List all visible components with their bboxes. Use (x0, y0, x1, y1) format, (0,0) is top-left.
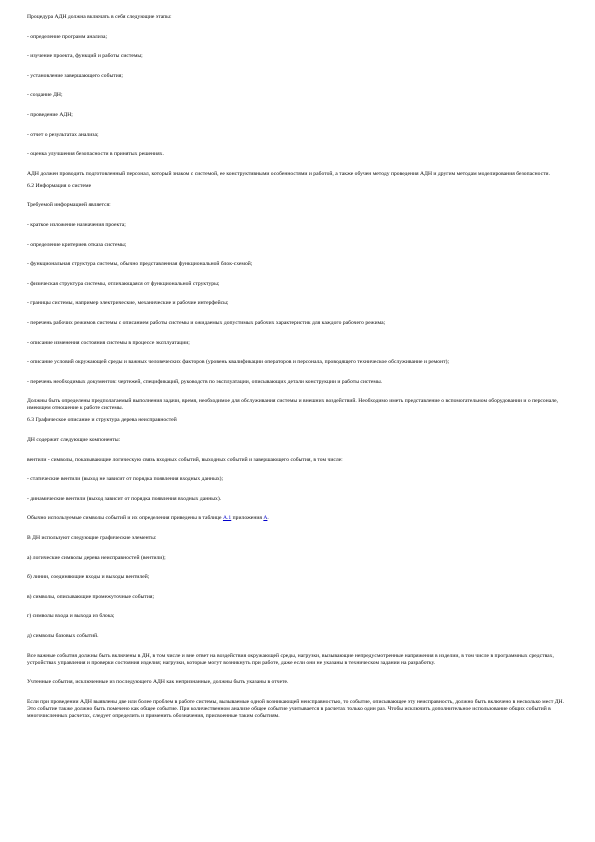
section-heading-6-2: 6.2 Информация о системе (27, 182, 92, 189)
document-page (27, 14, 567, 721)
list-item: а) логические символы дерева неисправностей (вентили); (27, 554, 166, 561)
system-info-list (27, 222, 567, 386)
excluded-events-paragraph: Учтенные события, исключенные из последующего АДН как непризнанные, должны быть указаны в отчете. (27, 679, 289, 686)
list-item: - динамические вентили (выход зависит от порядка появления входных данных). (27, 495, 222, 502)
symbols-reference-text: Обычно используемые символы событий и их определения приведены в таблице (27, 515, 223, 522)
procedure-steps-list (27, 34, 567, 159)
common-events-paragraph: Если при проведении АДН выявлены две или более проблем в работе системы, вызываемые одной возникающей неисправностью, то событие, описывающее эту неисправность, должно быть включено в несколько мест ДН. Это событие также должно быть помечено как общее событие. При количественном анализе общее событие учитывается в расчетах только один раз. Чтобы исключить дополнительное использование общих событий в многочисленных расчетах, следует определить и применить обозначения, присвоенные таким событиям. (27, 699, 565, 720)
list-item: - физическая структура системы, отличающаяся от функциональной структуры; (27, 280, 220, 287)
list-item: - функциональная структура системы, обычно представленная функциональной блок-схемой; (27, 261, 253, 268)
staff-paragraph: АДН должен проводить подготовленный персонал, который знаком с системой, ее конструктивными особенностями и работой, а также обучен методу проведения АДН и другим методам моделирования безопасности. (27, 170, 550, 177)
list-item: в) символы, описывающие промежуточные события; (27, 593, 155, 600)
appendix-a-link[interactable]: А (263, 515, 268, 522)
list-item: - статические вентили (выход не зависит от порядка появления входных данных); (27, 476, 224, 483)
list-item: - установление завершающего события; (27, 72, 123, 79)
list-item: - определение критериев отказа системы; (27, 241, 127, 248)
list-item: - границы системы, например электрические, механические и рабочие интерфейсы; (27, 300, 229, 307)
vertex-types-list (27, 476, 567, 503)
list-item: - краткое изложение назначения проекта; (27, 221, 126, 228)
list-item: - перечень необходимых документов: чертежей, спецификаций, руководств по эксплуатации, описывающих детали конструкции и работы системы. (27, 378, 383, 385)
important-events-paragraph: Все важные события должны быть включены в ДН, в том числе и вне ответ на воздействия окружающей среды, нагрузки, вызывающие непредусмотренные напряжения в изделии, в том числе в программных средствах, устройствах управления и проверки состояния изделия; нагрузки, которые могут возникнуть при работе, даже если они не указаны в техническом задании на разработку. (27, 652, 554, 666)
list-item: г) символы входа и выхода из блока; (27, 613, 115, 620)
list-item: - проведение АДН; (27, 111, 73, 118)
table-a1-link[interactable]: А.1 (222, 515, 232, 522)
list-item: - создание ДН; (27, 92, 63, 99)
symbols-reference (27, 515, 567, 522)
list-item: д) символы базовых событий. (27, 633, 99, 640)
list-item: - определение программ анализа; (27, 33, 108, 40)
list-item: - перечень рабочих режимов системы с описанием работы системы и ожидаемых допустимых рабочих характеристик для каждого рабочего режима; (27, 319, 386, 326)
components-intro: ДН содержит следующие компоненты: (27, 437, 121, 444)
system-info-intro: Требуемой информацией является: (27, 202, 111, 209)
list-item: - описание изменения состояния системы в процессе эксплуатации; (27, 339, 190, 346)
symbols-reference-text: приложения (231, 515, 264, 522)
list-item: - изучение проекта, функций и работы системы; (27, 53, 143, 60)
list-item: - отчет о результатах анализа; (27, 131, 99, 138)
vertices-definition: вентили - символы, показывающие логическую связь входных событий, выходных событий и завершающего события, в том числе: (27, 456, 343, 463)
graphic-elements-intro: В ДН используют следующие графические элементы: (27, 535, 157, 542)
list-item: б) линии, соединяющие входы и выходы вентилей; (27, 574, 150, 581)
system-info-note: Должны быть определены предполагаемый выполнения задачи, время, необходимое для обслуживания системы и внешних воздействий. Необходимо иметь представление о вспомогательном оборудовании и о персонале, имеющем отношение к работе системы. (27, 398, 559, 412)
section-heading-6-3: 6.3 Графическое описание и структура дерева неисправностей (27, 417, 177, 424)
list-item: - описание условий окружающей среды и важных человеческих факторов (уровень квалификации операторов и персонала, проводящего техническое обслуживание и ремонт); (27, 359, 450, 366)
procedure-intro: Процедура АДН должна включать в себя следующие этапы: (27, 14, 172, 20)
graphic-elements-list (27, 555, 567, 641)
list-item: - оценка улучшения безопасности в принятых решениях. (27, 151, 164, 158)
symbols-reference-text: . (267, 515, 269, 522)
